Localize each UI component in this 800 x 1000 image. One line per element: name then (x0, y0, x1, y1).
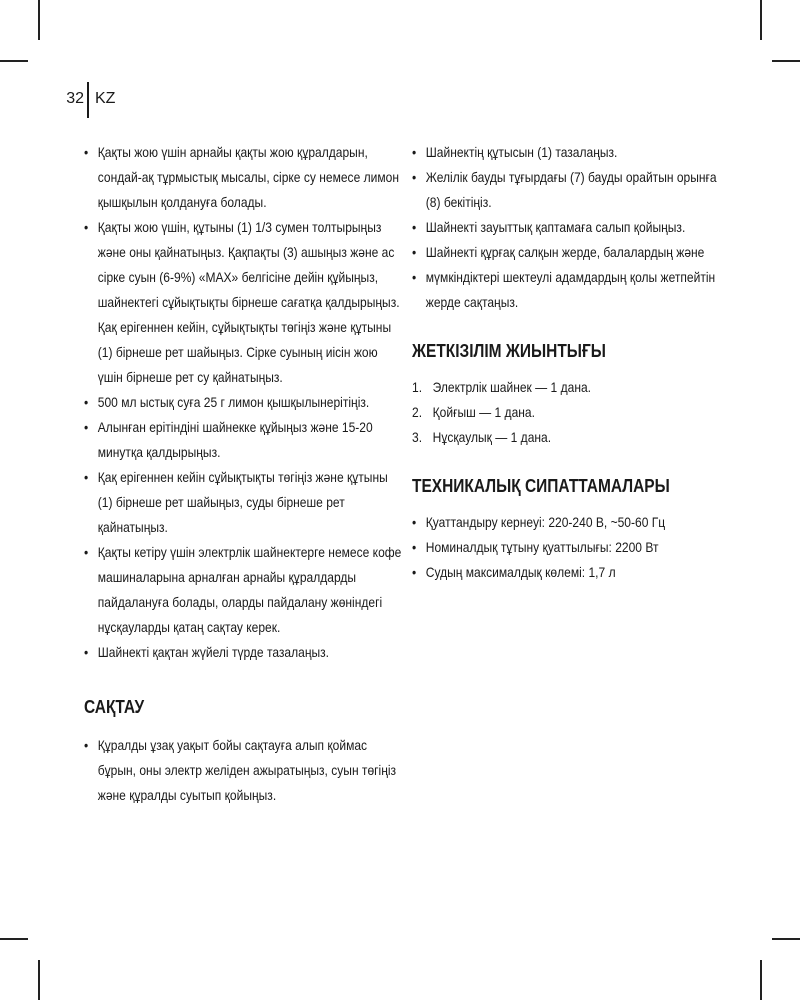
list-item: • Алынған ерітіндіні шайнекке құйыңыз және 15-20 минутқа қалдырыңыз. (84, 415, 403, 465)
storage-steps-list (412, 140, 717, 315)
item-number: 2. (412, 404, 423, 420)
list-item: • 500 мл ыстық суға 25 г лимон қышқылынерітіңіз. (84, 390, 403, 415)
list-item: • Қақты кетіру үшін электрлік шайнектерге немесе кофе машиналарына арналған арнайы құралдарды пайдалануға болады, оларды пайдалану жөніндегі нұсқауларды қатаң сақтау керек. (84, 540, 403, 640)
list-item: • Қақты жою үшін, құтыны (1) 1/3 сумен толтырыңыз және оны қайнатыңыз. Қақпақты (3) ашыңыз және ас сірке суын (6-9%) «MAX» белгісіне дейін құйыңыз, шайнектегі сұйықтықты бірнеше сағатқа қалдырыңыз. Қақ ерігеннен кейін, сұйықтықты төгіңіз және құтыны (1) бірнеше рет шайыңыз. Сірке суының иісін жою үшін бірнеше рет су қайнатыңыз. (84, 215, 403, 390)
list-item: • Номиналдық тұтыну қуаттылығы: 2200 Вт (412, 535, 725, 560)
item-number: 3. (412, 429, 423, 445)
list-item: 1. Электрлік шайнек — 1 дана. (412, 375, 732, 400)
list-item: • Судың максималдық көлемі: 1,7 л (412, 560, 725, 585)
cleaning-list (84, 140, 402, 665)
bullet-icon: • (84, 419, 89, 435)
list-item: • Құралды ұзақ уақыт бойы сақтауға алып қоймас бұрын, оны электр желіден ажыратыңыз, суын төгіңіз және құралды суытып қойыңыз. (84, 733, 403, 808)
list-item: • Шайнекті зауыттық қаптамаға салып қойыңыз. (412, 215, 725, 240)
list-item: • Шайнектің құтысын (1) тазалаңыз. (412, 140, 725, 165)
bullet-icon: • (84, 544, 89, 560)
crop-mark (0, 938, 28, 940)
storage-heading: САҚТАУ (84, 697, 145, 717)
bullet-icon: • (412, 169, 417, 185)
specs-list (412, 510, 712, 585)
crop-mark (760, 960, 762, 1000)
crop-mark (760, 0, 762, 40)
left-column (84, 140, 402, 808)
crop-mark (0, 60, 28, 62)
list-item: • Желілік бауды тұғырдағы (7) бауды орайтын орынға (8) бекітіңіз. (412, 165, 725, 215)
page-number: 32 (66, 90, 84, 107)
item-number: 1. (412, 379, 423, 395)
list-item: • мүмкіндіктері шектеулі адамдардың қолы жетпейтін жерде сақтаңыз. (412, 265, 725, 315)
bullet-icon: • (84, 219, 89, 235)
storage-list (84, 733, 397, 808)
language-code: KZ (95, 90, 116, 107)
bullet-icon: • (84, 144, 89, 160)
crop-mark (38, 960, 40, 1000)
delivery-list (412, 375, 712, 450)
bullet-icon: • (84, 644, 89, 660)
bullet-icon: • (412, 244, 417, 260)
specs-heading: ТЕХНИКАЛЫҚ СИПАТТАМАЛАРЫ (412, 476, 670, 496)
crop-mark (772, 60, 800, 62)
bullet-icon: • (412, 269, 417, 285)
bullet-icon: • (84, 394, 89, 410)
bullet-icon: • (412, 514, 417, 530)
list-item: • Қуаттандыру кернеуі: 220-240 В, ~50-60 Гц (412, 510, 725, 535)
bullet-icon: • (84, 737, 89, 753)
list-item: 3. Нұсқаулық — 1 дана. (412, 425, 732, 450)
list-item: • Қақ ерігеннен кейін сұйықтықты төгіңіз және құтыны (1) бірнеше рет шайыңыз, суды бірнеше рет қайнатыңыз. (84, 465, 403, 540)
bullet-icon: • (412, 564, 417, 580)
bullet-icon: • (84, 469, 89, 485)
list-item: • Қақты жою үшін арнайы қақты жою құралдарын, сондай-ақ тұрмыстық мысалы, сірке су немесе лимон қышқылын қолдануға болады. (84, 140, 403, 215)
list-item: 2. Қойғыш — 1 дана. (412, 400, 732, 425)
list-item: • Шайнекті құрғақ салқын жерде, балалардың және (412, 240, 725, 265)
crop-mark (772, 938, 800, 940)
bullet-icon: • (412, 539, 417, 555)
list-item: • Шайнекті қақтан жүйелі түрде тазалаңыз. (84, 640, 403, 665)
bullet-icon: • (412, 144, 417, 160)
bullet-icon: • (412, 219, 417, 235)
header-divider (87, 82, 89, 118)
right-column (412, 140, 717, 585)
crop-mark (38, 0, 40, 40)
delivery-heading: ЖЕТКІЗІЛІМ ЖИЫНТЫҒЫ (412, 341, 606, 361)
